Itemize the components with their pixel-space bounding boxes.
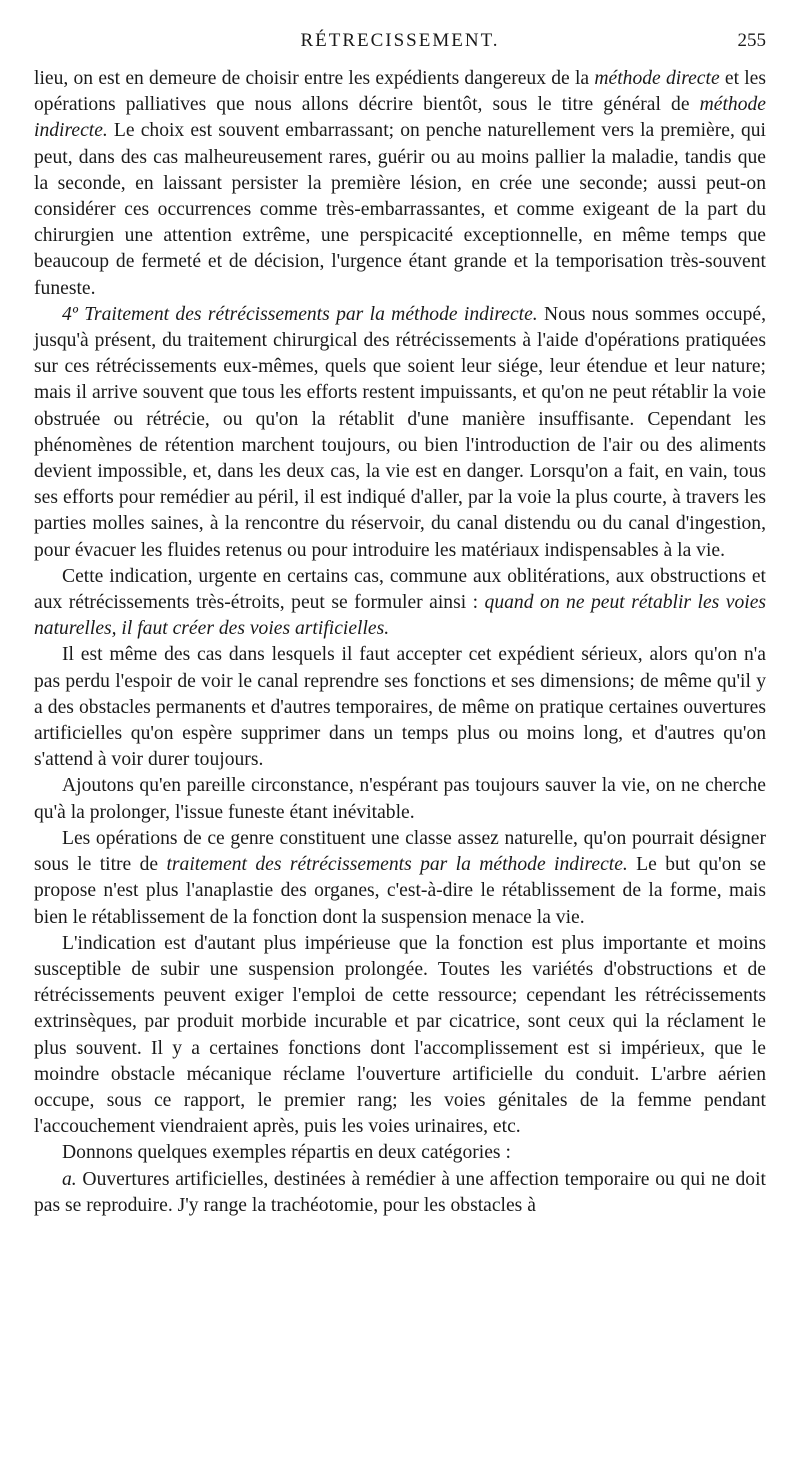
italic-text: méthode directe xyxy=(594,68,720,89)
text-run: Le choix est souvent embarrassant; on penche naturellement vers la première, qui peut, dans des cas malheureusement rares, guérir ou au moins pallier la maladie, tandis que la seconde, en laissant persister la première lésion, en crée une seconde; aussi peut-on considérer ces occurrences comme très-embarrassantes, et comme exigeant de la part du chirurgien une attention extrême, une perspicacité exceptionnelle, en même temps que beaucoup de fermeté et de décision, l'urgence étant grande et la temporisation très-souvent funeste. xyxy=(34,120,766,299)
paragraph xyxy=(34,1140,766,1166)
text-run: et les opérations palliatives que nous allons décrire bientôt, sous le titre général de xyxy=(34,68,767,116)
paragraph xyxy=(34,773,766,825)
italic-text: quand on ne peut rétablir les voies naturelles, il faut créer des voies artificielles. xyxy=(34,592,767,640)
text-run: Les opérations de ce genre constituent une classe assez naturelle, qu'on pourrait désigner sous le titre de xyxy=(34,827,766,876)
paragraph xyxy=(34,66,766,302)
running-head xyxy=(34,30,766,56)
italic-text: a. xyxy=(62,1168,77,1190)
text-run: Le but qu'on se propose n'est plus l'anaplastie des organes, c'est-à-dire le rétablissement de la forme, mais bien le rétablissement de la fonction dont la suspension menace la vie. xyxy=(34,854,766,928)
text-run: Ajoutons qu'en pareille circonstance, n'espérant pas toujours sauver la vie, on ne cherche qu'à la prolonger, l'issue funeste étant inévitable. xyxy=(34,775,766,823)
text-run: Cette indication, urgente en certains cas, commune aux oblitérations, aux obstructions et aux rétrécissements très-étroits, peut se formuler ainsi : xyxy=(34,565,766,614)
italic-text: 4º Traitement des rétrécissements par la méthode indirecte. xyxy=(62,303,538,325)
text-run: L'indication est d'autant plus impérieuse que la fonction est plus importante et moins susceptible de subir une suspension prolongée. Toutes les variétés d'obstructions et de rétrécissements peuvent exiger l'emploi de cette ressource; cependant les rétrécissements extrinsèques, par produit morbide incurable et par cicatrice, sont ceux qui la réclament le plus souvent. Il y a certaines fonctions dont l'accomplissement est si impérieux, que le moindre obstacle mécanique réclame l'ouverture artificielle du conduit. L'arbre aérien occupe, sous ce rapport, le premier rang; les voies génitales de la femme pendant l'accouchement viendraient après, puis les voies urinaires, etc. xyxy=(34,932,766,1138)
paragraph xyxy=(34,564,766,643)
text-run: Donnons quelques exemples répartis en deux catégories : xyxy=(62,1142,511,1164)
paragraph xyxy=(34,931,766,1141)
text-run: Nous nous sommes occupé, jusqu'à présent, du traitement chirurgical des rétrécissements à l'aide d'opérations pratiquées sur ces rétrécissements eux-mêmes, quels que soient leur siége, leur étendue et leur nature; mais il arrive souvent que tous les efforts restent impuissants, et qu'on ne peut rétablir la voie obstruée ou rétrécie, ou qu'on la rétablit d'une manière insuffisante. Cependant les phénomènes de rétention marchent toujours, ou bien l'introduction de l'air ou des aliments devient impossible, et, dans les deux cas, la vie est en danger. Lorsqu'on a fait, en vain, tous ses efforts pour remédier au péril, il est indiqué d'aller, par la voie la plus courte, à travers les parties molles saines, à la rencontre du réservoir, du canal distendu ou du canal d'ingestion, pour évacuer les fluides retenus ou pour introduire les matériaux indispensables à la vie. xyxy=(34,303,766,561)
body-text xyxy=(34,66,766,1219)
italic-text: traitement des rétrécissements par la méthode indirecte. xyxy=(166,854,628,876)
text-run: Il est même des cas dans lesquels il faut accepter cet expédient sérieux, alors qu'on n'a pas perdu l'espoir de voir le canal reprendre ses fonctions et ses dimensions; de même qu'il y a des obstacles permanents et d'autres temporaires, de même on pratique certaines ouvertures artificielles qu'on espère supprimer dans un temps plus ou moins long, et d'autres qu'on s'attend à voir durer toujours. xyxy=(34,644,766,771)
running-title: RÉTRECISSEMENT. xyxy=(300,30,500,51)
italic-text: méthode indirecte. xyxy=(34,94,766,142)
book-page xyxy=(34,30,766,1219)
text-run: lieu, on est en demeure de choisir entre les expédients dangereux de la xyxy=(34,68,595,89)
text-run: Ouvertures artificielles, destinées à remédier à une affection temporaire ou qui ne doit pas se reproduire. J'y range la trachéotomie, pour les obstacles à xyxy=(34,1168,766,1216)
paragraph xyxy=(34,642,766,773)
paragraph xyxy=(34,302,766,564)
paragraph xyxy=(34,826,766,931)
page-number: 255 xyxy=(737,30,766,51)
paragraph xyxy=(34,1167,766,1219)
